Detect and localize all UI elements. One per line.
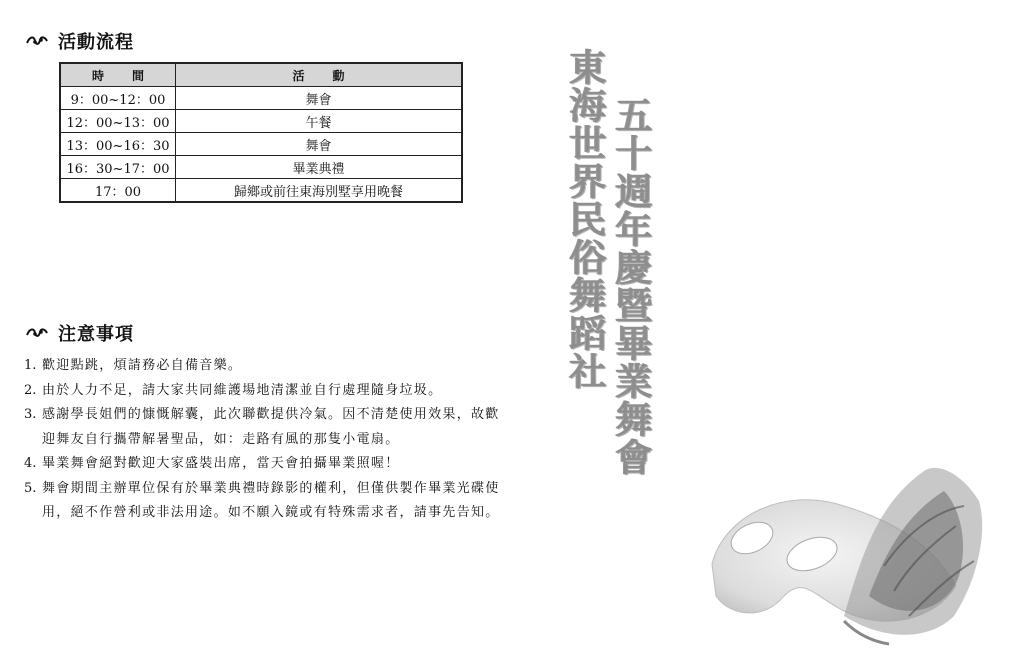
notes-heading-text: 注意事項 <box>58 324 134 345</box>
note-text: 感謝學長姐們的慷慨解囊，此次聯歡提供冷氣。因不清楚使用效果，故歡迎舞友自行攜帶解暑聖品，如：走路有風的那隻小電扇。 <box>42 407 500 447</box>
notes-heading <box>26 320 134 346</box>
event-name-title: 五十週年慶暨畢業舞會 <box>609 96 653 476</box>
swirl-ornament-icon <box>26 326 48 340</box>
note-text: 畢業舞會絕對歡迎大家盛裝出席，當天會拍攝畢業照喔！ <box>42 456 400 471</box>
note-number: 5. <box>24 480 37 496</box>
note-number: 2. <box>24 382 37 398</box>
table-row <box>60 133 462 156</box>
list-item <box>24 379 504 404</box>
note-text: 歡迎點跳，煩請務必自備音樂。 <box>42 358 243 373</box>
time-column-header: 時間 <box>60 63 176 87</box>
activity-cell: 歸鄉或前往東海別墅享用晚餐 <box>176 179 463 203</box>
list-item <box>24 403 504 452</box>
list-item <box>24 452 504 477</box>
masquerade-mask-icon <box>694 446 996 656</box>
time-cell: 12：00~13：00 <box>60 110 176 133</box>
schedule-table <box>59 62 463 203</box>
note-text: 由於人力不足，請大家共同維護場地清潔並自行處理隨身垃圾。 <box>42 382 443 398</box>
notes-list <box>24 354 504 526</box>
table-row <box>60 156 462 179</box>
activity-cell: 舞會 <box>176 87 463 110</box>
schedule-header-row <box>60 63 462 87</box>
note-number: 1. <box>24 358 37 373</box>
schedule-heading <box>26 28 134 54</box>
table-row <box>60 87 462 110</box>
schedule-heading-text: 活動流程 <box>58 32 134 53</box>
time-cell: 9：00~12：00 <box>60 87 176 110</box>
note-text: 舞會期間主辦單位保有於畢業典禮時錄影的權利，但僅供製作畢業光碟使用，絕不作營利或非法用途。如不願入鏡或有特殊需求者，請事先告知。 <box>42 480 500 520</box>
activity-column-header: 活動 <box>176 63 463 87</box>
list-item <box>24 354 504 379</box>
time-cell: 17：00 <box>60 179 176 203</box>
list-item <box>24 477 504 526</box>
swirl-ornament-icon <box>26 34 48 48</box>
table-row <box>60 179 462 203</box>
table-row <box>60 110 462 133</box>
note-number: 3. <box>24 407 37 422</box>
activity-cell: 舞會 <box>176 133 463 156</box>
time-cell: 16：30~17：00 <box>60 156 176 179</box>
activity-cell: 畢業典禮 <box>176 156 463 179</box>
activity-cell: 午餐 <box>176 110 463 133</box>
note-number: 4. <box>24 456 37 471</box>
club-name-title: 東海世界民俗舞蹈社 <box>563 48 607 390</box>
time-cell: 13：00~16：30 <box>60 133 176 156</box>
